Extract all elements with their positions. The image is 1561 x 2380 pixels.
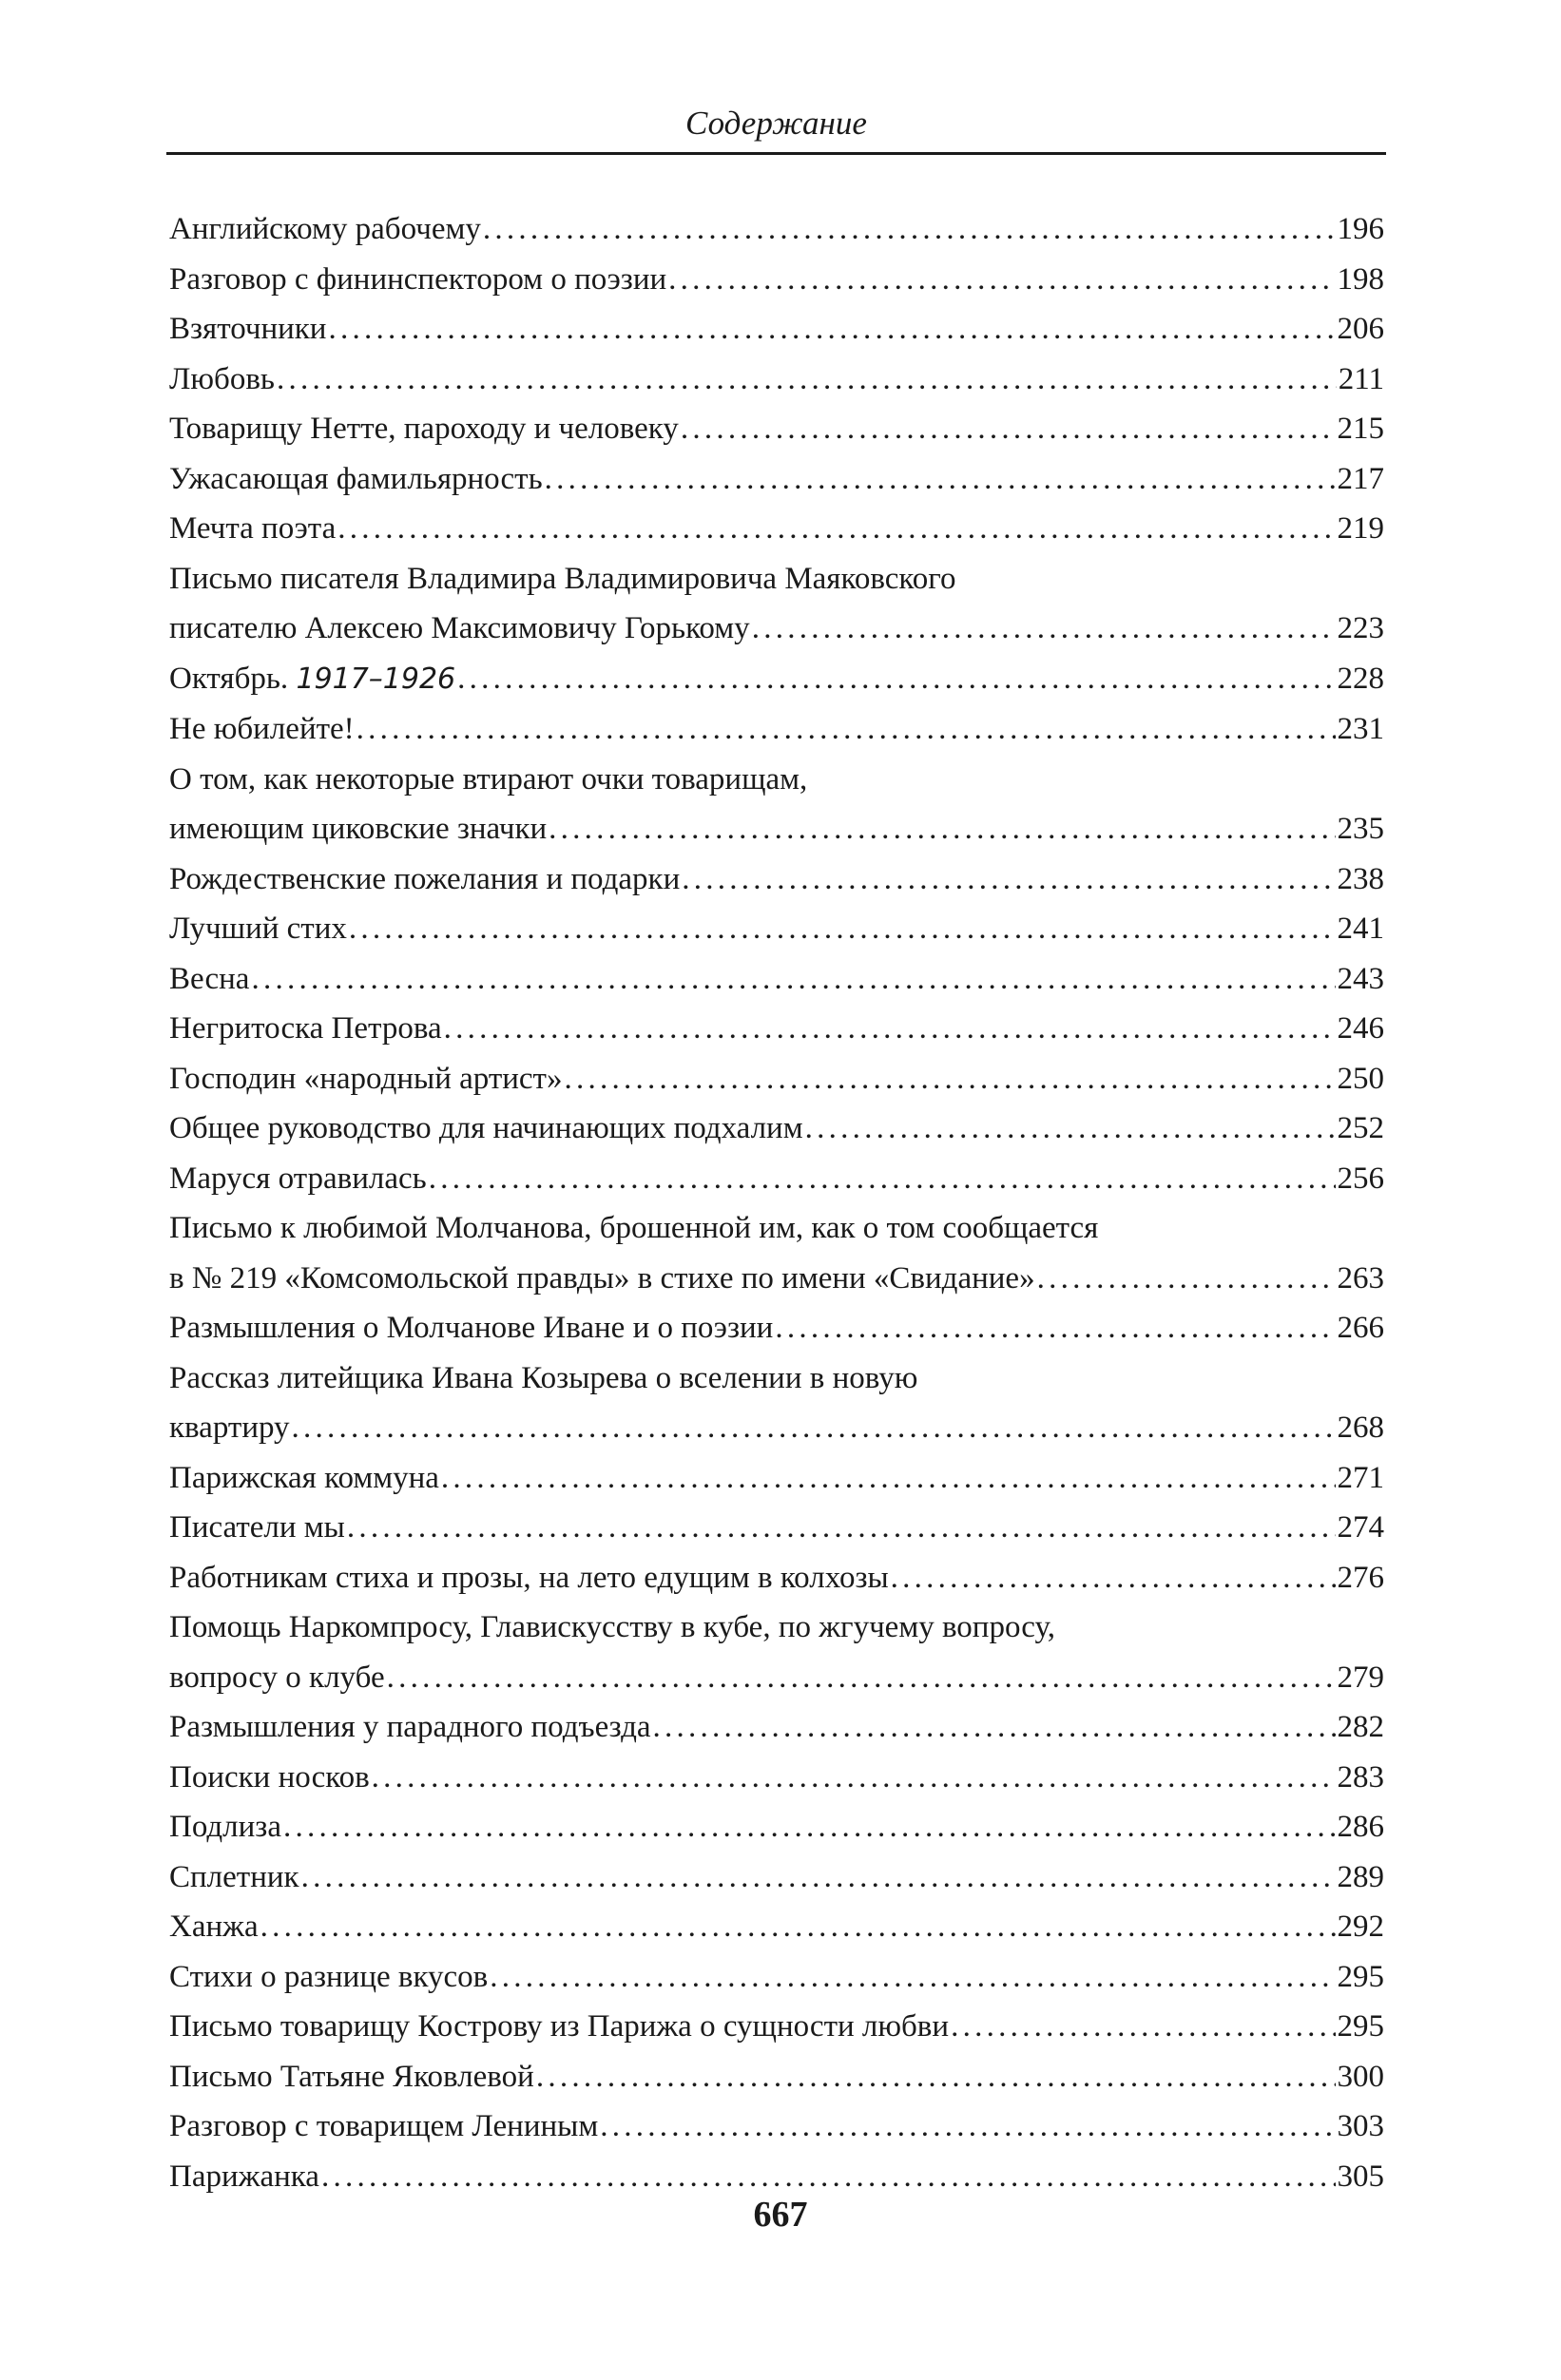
toc-entry-row [169, 355, 1384, 405]
toc-entry-page: 305 [1337, 2159, 1384, 2194]
dot-leader [775, 1303, 1335, 1353]
toc-entry-page: 266 [1337, 1311, 1384, 1345]
toc-entry-page: 228 [1337, 661, 1384, 696]
toc-entry [169, 755, 1384, 854]
dot-leader [283, 1802, 1336, 1852]
dot-leader [347, 1503, 1336, 1553]
toc-entry-row [169, 804, 1384, 854]
dot-leader [668, 255, 1335, 305]
toc-entry [169, 1902, 1384, 1952]
toc-entry-row [169, 954, 1384, 1005]
toc-entry-title: Рождественские пожелания и подарки [169, 861, 681, 896]
dot-leader [483, 204, 1336, 255]
toc-entry-title: Парижанка [169, 2159, 319, 2194]
toc-entry-page: 279 [1337, 1660, 1384, 1695]
toc-entry-row [169, 2002, 1384, 2052]
dot-leader [752, 604, 1336, 654]
dot-leader [653, 1702, 1336, 1753]
dot-leader [1037, 1254, 1336, 1304]
toc-entry-title: Общее руководство для начинающих подхалим [169, 1111, 803, 1145]
toc-entry-title: Господин «народный артист» [169, 1061, 563, 1096]
toc-entry-title: Товарищу Нетте, пароходу и человеку [169, 412, 679, 446]
dot-leader [549, 804, 1335, 854]
toc-entry-page: 217 [1337, 461, 1384, 496]
toc-entry-title: Английскому рабочему [169, 212, 481, 246]
toc-entry [169, 2102, 1384, 2152]
dot-leader [682, 854, 1335, 905]
toc-entry-row [169, 1004, 1384, 1054]
dot-leader [357, 704, 1336, 755]
toc-entry [169, 1303, 1384, 1353]
toc-entry [169, 1203, 1384, 1303]
dot-leader [441, 1453, 1336, 1504]
toc-entry-title-line: Помощь Наркомпросу, Главискусству в кубе, по жгучему вопросу, [169, 1610, 1055, 1644]
toc-entry [169, 1104, 1384, 1154]
dot-leader [564, 1054, 1335, 1104]
toc-entry-title: Ужасающая фамильярность [169, 461, 543, 496]
toc-entry [169, 1702, 1384, 1753]
toc-entry-page: 243 [1337, 961, 1384, 996]
toc-entry-title: Лучший стих [169, 912, 347, 946]
toc-entry-page: 276 [1337, 1560, 1384, 1595]
toc-entry-row [169, 304, 1384, 355]
dot-leader [600, 2102, 1335, 2152]
toc-entry-row [169, 854, 1384, 905]
toc-entry-title: Любовь [169, 361, 275, 396]
toc-entry-title: Письмо товарищу Кострову из Парижа о сущности любви [169, 2009, 950, 2044]
toc-entry [169, 404, 1384, 454]
toc-entry-spacer [288, 654, 296, 704]
toc-entry-row [169, 1054, 1384, 1104]
toc-entry-page: 271 [1337, 1460, 1384, 1495]
toc-entry [169, 204, 1384, 255]
toc-entry-page: 196 [1337, 212, 1384, 246]
toc-entry-row [169, 2102, 1384, 2152]
toc-entry [169, 1952, 1384, 2003]
toc-entry-title: Разговор с товарищем Лениным [169, 2109, 599, 2143]
toc-entry-title: Октябрь. [169, 661, 289, 696]
toc-entry-page: 303 [1337, 2109, 1384, 2143]
dot-leader [277, 355, 1337, 405]
toc-entry-title: Стихи о разнице вкусов [169, 1959, 489, 1994]
toc-entry-page: 223 [1337, 611, 1384, 645]
toc-entry-title: Размышления у парадного подъезда [169, 1710, 651, 1744]
toc-entry-row [169, 1403, 1384, 1453]
toc-entry-page: 289 [1337, 1859, 1384, 1894]
toc-entry-title: Весна [169, 961, 250, 996]
toc-entry [169, 2002, 1384, 2052]
toc-entry-title: Поиски носков [169, 1759, 370, 1795]
toc-entry-page: 198 [1337, 261, 1384, 297]
toc-entry-page: 238 [1337, 861, 1384, 896]
toc-entry [169, 1054, 1384, 1104]
toc-entry-page: 263 [1337, 1260, 1384, 1296]
toc-entry-row [169, 654, 1384, 705]
dot-leader [490, 1952, 1335, 2003]
toc-entry-page: 235 [1337, 812, 1384, 846]
dot-leader [805, 1104, 1336, 1154]
toc-entry [169, 1004, 1384, 1054]
toc-entry-title: Сплетник [169, 1859, 299, 1894]
toc-entry-title-line: Письмо писателя Владимира Владимировича Маяковского [169, 561, 956, 596]
toc-entry-row [169, 1802, 1384, 1852]
toc-entry-row [169, 1154, 1384, 1204]
toc-entry-row [169, 704, 1384, 755]
toc-entry-title: Маруся отравилась [169, 1161, 427, 1196]
toc-entry-title: Подлиза [169, 1810, 281, 1844]
page-number: 667 [753, 2195, 808, 2235]
toc-entry-title: Негритоска Петрова [169, 1011, 442, 1046]
toc-entry [169, 1453, 1384, 1504]
dot-leader [545, 454, 1336, 505]
toc-entry [169, 1154, 1384, 1204]
toc-entry [169, 1852, 1384, 1903]
toc-entry-row [169, 604, 1384, 654]
dot-leader [444, 1004, 1336, 1054]
toc-entry-page: 231 [1337, 712, 1384, 746]
toc-entry-page: 215 [1337, 412, 1384, 446]
toc-entry-title: Разговор с фининспектором о поэзии [169, 261, 667, 297]
toc-entry-title-line: Письмо к любимой Молчанова, брошенной им, как о том сообщается [169, 1211, 1099, 1245]
dot-leader [891, 1553, 1336, 1603]
dot-leader [301, 1852, 1336, 1903]
toc-entry-row [169, 1303, 1384, 1353]
toc-entry-row [169, 1852, 1384, 1903]
toc-entry-page: 246 [1337, 1011, 1384, 1046]
running-head: Содержание [685, 105, 867, 142]
toc-entry-page: 283 [1337, 1759, 1384, 1795]
dot-leader [372, 1753, 1336, 1803]
toc-entry-page: 282 [1337, 1710, 1384, 1744]
dot-leader [337, 504, 1335, 554]
toc-entry-title: Письмо Татьяне Яковлевой [169, 2059, 534, 2094]
toc-entry-title: Писатели мы [169, 1510, 345, 1545]
toc-entry-page: 268 [1337, 1411, 1384, 1445]
toc-entry [169, 954, 1384, 1005]
toc-entry-page: 300 [1337, 2059, 1384, 2094]
toc-entry-row [169, 504, 1384, 554]
toc-entry-row [169, 204, 1384, 255]
toc-entry-title: Размышления о Молчанове Иване и о поэзии [169, 1311, 774, 1345]
toc-entry-title: Ханжа [169, 1910, 259, 1944]
dot-leader [387, 1653, 1336, 1703]
toc-entry-title: Парижская коммуна [169, 1460, 439, 1495]
toc-entry [169, 454, 1384, 505]
toc-entry-row [169, 1902, 1384, 1952]
toc-entry-row [169, 2052, 1384, 2102]
toc-entry-page: 241 [1337, 912, 1384, 946]
toc-entry-page: 292 [1337, 1910, 1384, 1944]
toc-entry-years: 1917–1926 [296, 662, 456, 696]
toc-entry-title: в № 219 «Комсомольской правды» в стихе по имени «Свидание» [169, 1260, 1035, 1296]
toc-entry [169, 854, 1384, 905]
toc-entry [169, 1603, 1384, 1702]
toc-entry-title: квартиру [169, 1411, 290, 1445]
toc-entry-row [169, 1104, 1384, 1154]
toc-entry-page: 256 [1337, 1161, 1384, 1196]
toc-entry-title: вопросу о клубе [169, 1660, 385, 1695]
toc-entry-title: Взяточники [169, 312, 327, 346]
toc-entry [169, 904, 1384, 954]
toc-entry-page: 250 [1337, 1061, 1384, 1096]
toc-entry [169, 255, 1384, 305]
toc-entry-row [169, 1952, 1384, 2003]
toc-entry-row [169, 255, 1384, 305]
dot-leader [251, 954, 1335, 1005]
dot-leader [457, 654, 1335, 704]
toc-entry-page: 219 [1337, 511, 1384, 546]
dot-leader [951, 2002, 1335, 2052]
toc-entry-row [169, 1753, 1384, 1803]
toc-entry-title: имеющим циковские значки [169, 812, 548, 846]
toc-entry [169, 304, 1384, 355]
dot-leader [681, 404, 1336, 454]
dot-leader [429, 1154, 1336, 1204]
dot-leader [260, 1902, 1336, 1952]
toc-entry-row [169, 1702, 1384, 1753]
toc-entry-page: 274 [1337, 1510, 1384, 1545]
toc-entry-title: Не юбилейте! [169, 712, 355, 746]
dot-leader [328, 304, 1335, 355]
toc-entry [169, 355, 1384, 405]
dot-leader [292, 1403, 1336, 1453]
dot-leader [536, 2052, 1336, 2102]
toc-entry-title-line: Рассказ литейщика Ивана Козырева о вселении в новую [169, 1360, 918, 1395]
toc-entry [169, 1802, 1384, 1852]
toc-entry-row [169, 404, 1384, 454]
toc-entry-page: 252 [1337, 1111, 1384, 1145]
dot-leader [349, 904, 1336, 954]
toc-entry [169, 654, 1384, 705]
toc-entry-page: 211 [1338, 361, 1384, 396]
toc-entry [169, 2052, 1384, 2102]
toc-entry [169, 1553, 1384, 1603]
header-rule [166, 152, 1386, 155]
toc-entry [169, 554, 1384, 654]
toc-entry-row [169, 1553, 1384, 1603]
toc-entry-page: 295 [1337, 2009, 1384, 2044]
toc-entry-row [169, 904, 1384, 954]
toc-entry [169, 1353, 1384, 1453]
toc-entry-title: Мечта поэта [169, 511, 337, 546]
toc-entry [169, 704, 1384, 755]
toc-entry-row [169, 1503, 1384, 1553]
toc-entry-row [169, 1653, 1384, 1703]
toc-entry-page: 295 [1337, 1959, 1384, 1994]
toc-entry-row [169, 1453, 1384, 1504]
toc-entry-title: Работникам стиха и прозы, на лето едущим в колхозы [169, 1560, 889, 1595]
toc-entry [169, 1753, 1384, 1803]
toc-entry-title: писателю Алексею Максимовичу Горькому [169, 611, 750, 645]
toc-entry-row [169, 1254, 1384, 1304]
toc-entry-page: 206 [1337, 312, 1384, 346]
toc-entry-page: 286 [1337, 1810, 1384, 1844]
toc-entry-row [169, 454, 1384, 505]
toc-entry [169, 504, 1384, 554]
table-of-contents [169, 204, 1384, 2201]
toc-entry-title-line: О том, как некоторые втирают очки товарищам, [169, 761, 808, 797]
toc-entry [169, 1503, 1384, 1553]
